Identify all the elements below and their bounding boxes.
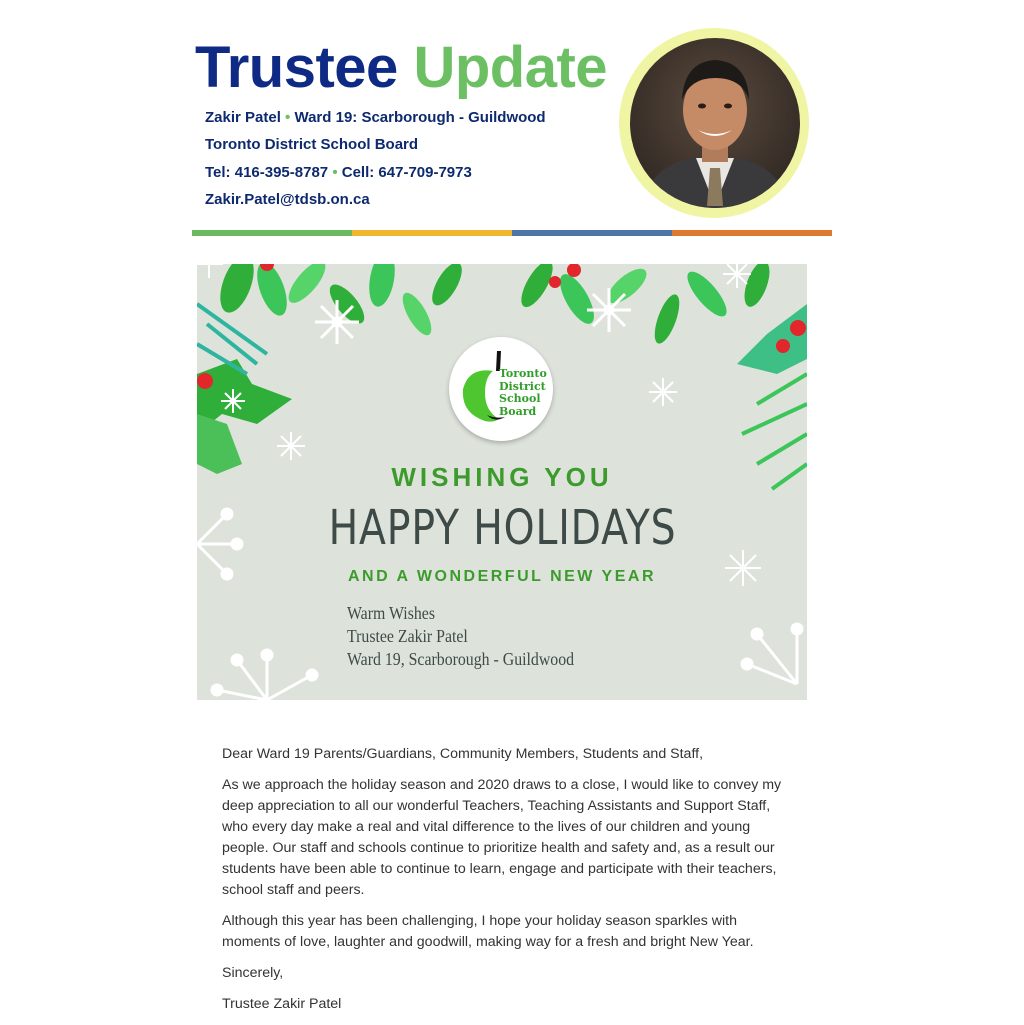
holiday-banner [197, 264, 807, 700]
letter-paragraph: Although this year has been challenging, I hope your holiday season sparkles with moments of love, laughter and goodwill, making way for a fresh and bright New Year. [222, 913, 754, 950]
tdsb-logo [449, 337, 553, 441]
cell-number: Cell: 647-709-7973 [341, 163, 472, 181]
title-update: Update [413, 35, 608, 100]
banner-signature [347, 602, 605, 671]
newsletter-header [192, 26, 832, 238]
board-name: Toronto District School Board [205, 136, 419, 154]
new-year-text: AND A WONDERFUL NEW YEAR [348, 568, 656, 585]
newsletter-title [195, 36, 607, 100]
letter-closing: Sincerely, [222, 965, 284, 981]
color-bar-orange [672, 230, 832, 236]
tdsb-logo-text: Toronto District School Board [499, 367, 547, 418]
header-color-bar [192, 230, 832, 236]
contact-info [205, 108, 546, 217]
trustee-photo-frame [619, 28, 809, 218]
title-trustee: Trustee [195, 35, 398, 100]
separator-dot: • [285, 109, 291, 126]
email-link[interactable]: Zakir.Patel@tdsb.on.ca [205, 190, 370, 208]
color-bar-green [192, 230, 352, 236]
name-ward-line [205, 108, 546, 135]
happy-holidays-text: HAPPY HOLIDAYS [328, 500, 677, 556]
phone-line [205, 163, 546, 190]
signature-line: Trustee Zakir Patel [347, 626, 468, 646]
letter-signoff: Trustee Zakir Patel [222, 996, 342, 1012]
color-bar-blue [512, 230, 672, 236]
tel-number: Tel: 416-395-8787 [205, 163, 329, 181]
signature-line: Warm Wishes [347, 603, 435, 623]
wishing-you-text: WISHING YOU [391, 462, 613, 492]
trustee-photo [630, 38, 800, 208]
ward-name: Ward 19: Scarborough - Guildwood [294, 109, 546, 126]
letter-greeting: Dear Ward 19 Parents/Guardians, Community Members, Students and Staff, [222, 746, 704, 762]
trustee-name: Zakir Patel [205, 109, 281, 126]
letter-body [222, 744, 792, 1025]
letter-paragraph: As we approach the holiday season and 2020 draws to a close, I would like to convey my deep appreciation to all our wonderful Teachers, Teaching Assistants and Support Staff, who every day make a real and vital difference to the lives of our children and young people. Our staff and schools continue to prioritize health and safety and, as a result our students have been able to continue to learn, engage and participate with their teachers, school staff and peers. [222, 777, 782, 898]
separator-dot: • [332, 163, 338, 181]
color-bar-yellow [352, 230, 512, 236]
signature-line: Ward 19, Scarborough - Guildwood [347, 649, 575, 669]
